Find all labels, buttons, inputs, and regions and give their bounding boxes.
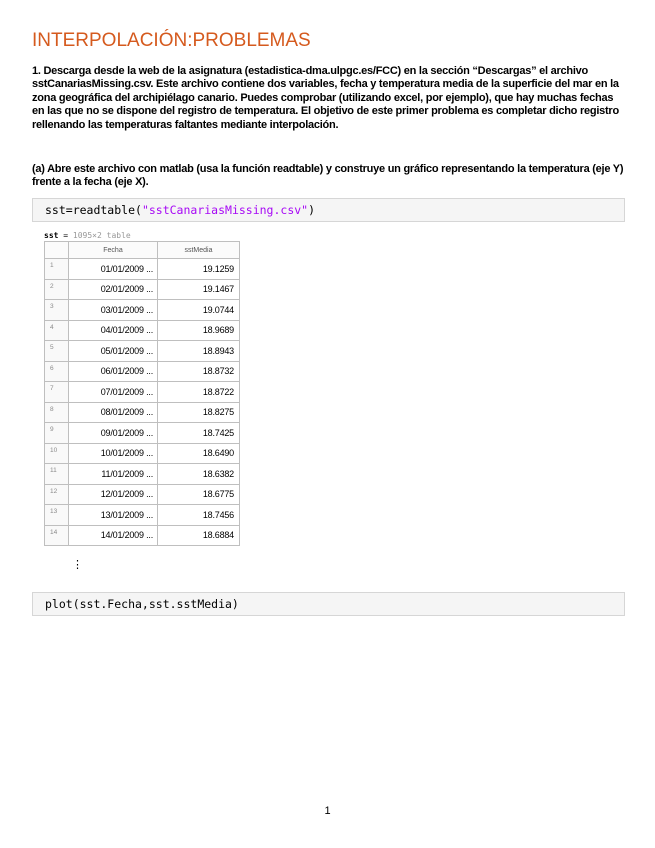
table-row [45, 423, 240, 444]
output-header [44, 231, 131, 240]
row-number: 5 [45, 341, 69, 362]
problem-1a-text: (a) Abre este archivo con matlab (usa la función readtable) y construye un gráfico representando la temperatura (eje Y) frente a la fecha (eje X). [32, 163, 624, 189]
sstmedia-cell: 18.8943 [158, 341, 240, 362]
problem-1-text: 1. Descarga desde la web de la asignatura (estadistica-dma.ulpgc.es/FCC) en la sección “Descargas” el archivo sstCanariasMissing.csv. Este archivo contiene dos variables, fecha y temperatura media de la superficie del mar en la zona geográfica del archipiélago canario. Puedes comprobar (utilizando excel, por ejemplo), que hay muchas fechas en las que no se dispone del registro de temperatura. El objetivo de este primer problema es completar dicho registro rellenando las temperaturas faltantes mediante interpolación. [32, 65, 619, 131]
fecha-cell: 02/01/2009 ... [69, 279, 158, 300]
fecha-cell: 11/01/2009 ... [69, 464, 158, 485]
fecha-cell: 04/01/2009 ... [69, 320, 158, 341]
fecha-cell: 14/01/2009 ... [69, 525, 158, 546]
fecha-cell: 08/01/2009 ... [69, 402, 158, 423]
table-row [45, 341, 240, 362]
row-number: 10 [45, 443, 69, 464]
sstmedia-cell: 18.8732 [158, 361, 240, 382]
sstmedia-cell: 19.1467 [158, 279, 240, 300]
row-number: 12 [45, 484, 69, 505]
output-var-name: sst [44, 231, 59, 240]
sstmedia-cell: 18.7456 [158, 505, 240, 526]
fecha-cell: 07/01/2009 ... [69, 382, 158, 403]
sstmedia-cell: 18.7425 [158, 423, 240, 444]
fecha-cell: 03/01/2009 ... [69, 300, 158, 321]
code-block-readtable[interactable] [32, 198, 625, 222]
fecha-cell: 06/01/2009 ... [69, 361, 158, 382]
table-row [45, 300, 240, 321]
table-row [45, 259, 240, 280]
table-row [45, 402, 240, 423]
sstmedia-cell: 18.6490 [158, 443, 240, 464]
fecha-cell: 13/01/2009 ... [69, 505, 158, 526]
code-block-plot[interactable]: plot(sst.Fecha,sst.sstMedia) [32, 592, 625, 616]
row-number: 3 [45, 300, 69, 321]
output-equals: = [58, 231, 73, 240]
code-suffix: ) [308, 203, 316, 217]
output-size: 1095×2 table [72, 231, 131, 240]
fecha-cell: 12/01/2009 ... [69, 484, 158, 505]
sstmedia-cell: 19.0744 [158, 300, 240, 321]
output-table [44, 241, 240, 546]
fecha-cell: 09/01/2009 ... [69, 423, 158, 444]
table-row [45, 505, 240, 526]
page-number: 1 [324, 805, 331, 817]
sstmedia-cell: 18.6775 [158, 484, 240, 505]
table-row [45, 279, 240, 300]
table-row [45, 443, 240, 464]
code-string: "sstCanariasMissing.csv" [141, 203, 309, 217]
column-header-sstmedia[interactable]: sstMedia [158, 242, 240, 259]
sstmedia-cell: 18.9689 [158, 320, 240, 341]
table-row [45, 525, 240, 546]
table-row [45, 361, 240, 382]
table-row [45, 382, 240, 403]
sstmedia-cell: 18.8722 [158, 382, 240, 403]
row-number: 7 [45, 382, 69, 403]
sstmedia-cell: 19.1259 [158, 259, 240, 280]
table-row [45, 464, 240, 485]
column-header-fecha[interactable]: Fecha [69, 242, 158, 259]
row-number: 14 [45, 525, 69, 546]
row-number: 1 [45, 259, 69, 280]
table-corner-header [45, 242, 69, 259]
table-continuation-ellipsis: ⋮ [72, 559, 83, 571]
row-number: 8 [45, 402, 69, 423]
row-number: 9 [45, 423, 69, 444]
row-number: 6 [45, 361, 69, 382]
table-row [45, 320, 240, 341]
fecha-cell: 10/01/2009 ... [69, 443, 158, 464]
row-number: 11 [45, 464, 69, 485]
page-title: INTERPOLACIÓN:PROBLEMAS [32, 30, 311, 51]
row-number: 13 [45, 505, 69, 526]
fecha-cell: 01/01/2009 ... [69, 259, 158, 280]
code-prefix: sst=readtable( [45, 203, 142, 217]
row-number: 2 [45, 279, 69, 300]
sstmedia-cell: 18.6382 [158, 464, 240, 485]
sstmedia-cell: 18.6884 [158, 525, 240, 546]
sstmedia-cell: 18.8275 [158, 402, 240, 423]
table-row [45, 484, 240, 505]
row-number: 4 [45, 320, 69, 341]
fecha-cell: 05/01/2009 ... [69, 341, 158, 362]
